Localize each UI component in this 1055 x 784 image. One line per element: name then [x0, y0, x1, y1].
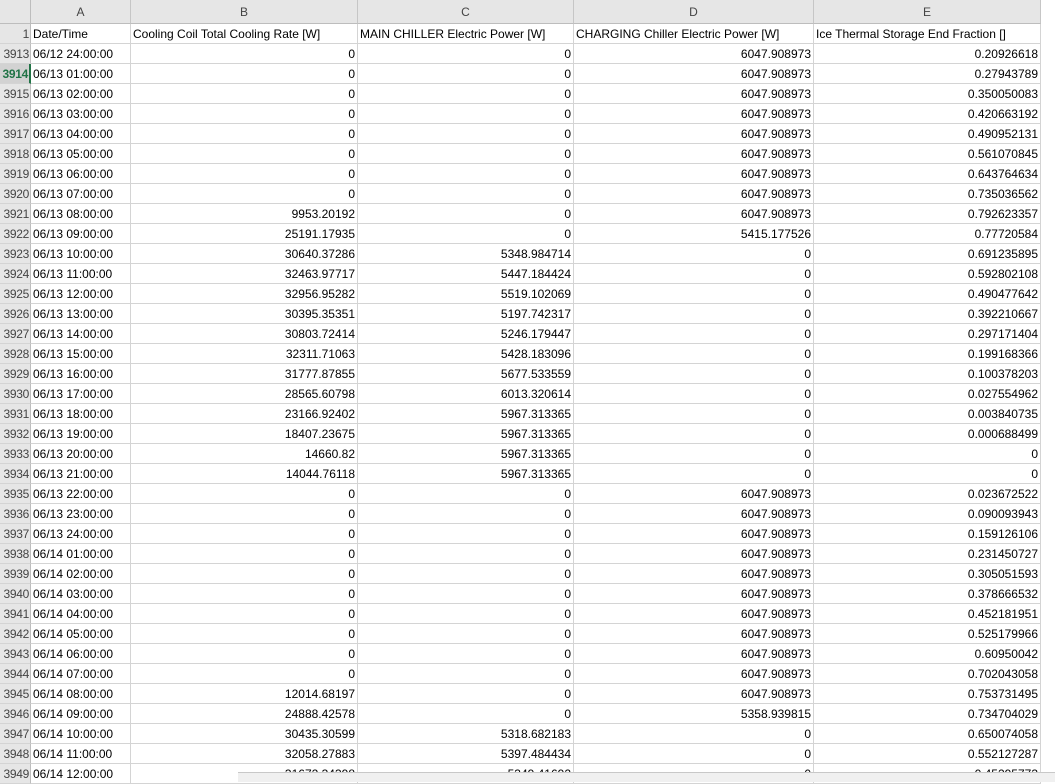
main-chiller-cell[interactable]: 0: [358, 644, 574, 664]
row-header[interactable]: 3917: [0, 124, 31, 144]
ice-fraction-cell[interactable]: 0.27943789: [814, 64, 1041, 84]
main-chiller-cell[interactable]: 0: [358, 184, 574, 204]
row-header[interactable]: 3916: [0, 104, 31, 124]
table-row: [0, 244, 1055, 264]
datetime-cell[interactable]: 06/14 11:00:00: [31, 744, 131, 764]
ice-fraction-cell[interactable]: 0.350050083: [814, 84, 1041, 104]
cooling-rate-cell[interactable]: 32058.27883: [131, 744, 358, 764]
table-row: [0, 304, 1055, 324]
datetime-cell[interactable]: 06/13 14:00:00: [31, 324, 131, 344]
row-header[interactable]: 3938: [0, 544, 31, 564]
charging-chiller-cell[interactable]: 5358.939815: [574, 704, 814, 724]
charging-chiller-cell[interactable]: 6047.908973: [574, 664, 814, 684]
charging-chiller-cell[interactable]: 0: [574, 384, 814, 404]
row-header[interactable]: 3928: [0, 344, 31, 364]
charging-chiller-cell[interactable]: 6047.908973: [574, 184, 814, 204]
cooling-rate-cell[interactable]: 0: [131, 664, 358, 684]
charging-chiller-cell[interactable]: 6047.908973: [574, 164, 814, 184]
cooling-rate-cell[interactable]: 0: [131, 584, 358, 604]
cooling-rate-cell[interactable]: 0: [131, 644, 358, 664]
cooling-rate-cell[interactable]: 28565.60798: [131, 384, 358, 404]
main-chiller-cell[interactable]: 0: [358, 44, 574, 64]
datetime-cell[interactable]: 06/14 07:00:00: [31, 664, 131, 684]
charging-chiller-cell[interactable]: 0: [574, 364, 814, 384]
main-chiller-cell[interactable]: 5348.984714: [358, 244, 574, 264]
row-header[interactable]: 3949: [0, 764, 31, 784]
cooling-rate-cell[interactable]: 32956.95282: [131, 284, 358, 304]
row-header[interactable]: 3936: [0, 504, 31, 524]
charging-chiller-cell[interactable]: 0: [574, 744, 814, 764]
ice-fraction-cell[interactable]: 0.77720584: [814, 224, 1041, 244]
datetime-cell[interactable]: 06/13 05:00:00: [31, 144, 131, 164]
main-chiller-cell[interactable]: 0: [358, 504, 574, 524]
data-rows: [0, 44, 1055, 784]
main-chiller-cell[interactable]: 0: [358, 584, 574, 604]
row-header[interactable]: 3924: [0, 264, 31, 284]
ice-fraction-cell[interactable]: 0.552127287: [814, 744, 1041, 764]
table-row: [0, 544, 1055, 564]
datetime-cell[interactable]: 06/13 04:00:00: [31, 124, 131, 144]
table-row: [0, 344, 1055, 364]
cooling-rate-cell[interactable]: 0: [131, 144, 358, 164]
cooling-rate-cell[interactable]: 18407.23675: [131, 424, 358, 444]
main-chiller-cell[interactable]: 0: [358, 664, 574, 684]
table-row: [0, 384, 1055, 404]
charging-chiller-cell[interactable]: 6047.908973: [574, 644, 814, 664]
row-header[interactable]: 3914: [0, 64, 31, 84]
main-chiller-cell[interactable]: 0: [358, 204, 574, 224]
charging-chiller-cell[interactable]: 6047.908973: [574, 624, 814, 644]
datetime-cell[interactable]: 06/14 01:00:00: [31, 544, 131, 564]
datetime-cell[interactable]: 06/14 08:00:00: [31, 684, 131, 704]
cooling-rate-cell[interactable]: 0: [131, 544, 358, 564]
charging-chiller-cell[interactable]: 0: [574, 444, 814, 464]
cooling-rate-cell[interactable]: 32463.97717: [131, 264, 358, 284]
datetime-cell[interactable]: 06/13 18:00:00: [31, 404, 131, 424]
datetime-cell[interactable]: 06/14 03:00:00: [31, 584, 131, 604]
cooling-rate-cell[interactable]: 0: [131, 484, 358, 504]
main-chiller-cell[interactable]: 0: [358, 704, 574, 724]
row-header[interactable]: 3940: [0, 584, 31, 604]
row-header[interactable]: 1: [0, 24, 31, 44]
row-header[interactable]: 3944: [0, 664, 31, 684]
datetime-cell[interactable]: 06/13 09:00:00: [31, 224, 131, 244]
table-header-row: [0, 24, 1055, 44]
row-header[interactable]: 3946: [0, 704, 31, 724]
main-chiller-cell[interactable]: 0: [358, 144, 574, 164]
ice-fraction-cell[interactable]: 0.561070845: [814, 144, 1041, 164]
ice-fraction-cell[interactable]: 0.792623357: [814, 204, 1041, 224]
cooling-rate-cell[interactable]: 25191.17935: [131, 224, 358, 244]
charging-chiller-cell[interactable]: 6047.908973: [574, 604, 814, 624]
cooling-rate-cell[interactable]: 12014.68197: [131, 684, 358, 704]
charging-chiller-cell[interactable]: 0: [574, 404, 814, 424]
table-row: [0, 184, 1055, 204]
row-header[interactable]: 3941: [0, 604, 31, 624]
select-all-corner[interactable]: [0, 0, 31, 24]
table-row: [0, 504, 1055, 524]
table-row: [0, 164, 1055, 184]
cooling-rate-cell[interactable]: 30640.37286: [131, 244, 358, 264]
cooling-rate-cell[interactable]: 0: [131, 44, 358, 64]
datetime-cell[interactable]: 06/13 08:00:00: [31, 204, 131, 224]
main-chiller-cell[interactable]: 0: [358, 624, 574, 644]
datetime-cell[interactable]: 06/14 05:00:00: [31, 624, 131, 644]
charging-chiller-cell[interactable]: 6047.908973: [574, 44, 814, 64]
main-chiller-cell[interactable]: 5967.313365: [358, 444, 574, 464]
datetime-cell[interactable]: 06/14 12:00:00: [31, 764, 131, 784]
datetime-cell[interactable]: 06/13 03:00:00: [31, 104, 131, 124]
main-chiller-cell[interactable]: 5967.313365: [358, 464, 574, 484]
main-chiller-cell[interactable]: 0: [358, 544, 574, 564]
table-row: [0, 624, 1055, 644]
table-row: [0, 484, 1055, 504]
cooling-rate-cell[interactable]: 14660.82: [131, 444, 358, 464]
cooling-rate-cell[interactable]: 0: [131, 124, 358, 144]
table-row: [0, 64, 1055, 84]
cooling-rate-cell[interactable]: 30803.72414: [131, 324, 358, 344]
charging-chiller-cell[interactable]: 6047.908973: [574, 104, 814, 124]
main-chiller-cell[interactable]: 0: [358, 224, 574, 244]
ice-fraction-cell[interactable]: 0.734704029: [814, 704, 1041, 724]
table-row: [0, 564, 1055, 584]
charging-chiller-cell[interactable]: 6047.908973: [574, 144, 814, 164]
datetime-cell[interactable]: 06/13 10:00:00: [31, 244, 131, 264]
ice-fraction-cell[interactable]: 0.420663192: [814, 104, 1041, 124]
row-header[interactable]: 3937: [0, 524, 31, 544]
main-chiller-cell[interactable]: 0: [358, 684, 574, 704]
charging-chiller-cell[interactable]: 6047.908973: [574, 544, 814, 564]
datetime-cell[interactable]: 06/13 23:00:00: [31, 504, 131, 524]
charging-chiller-cell[interactable]: 0: [574, 284, 814, 304]
main-chiller-cell[interactable]: 0: [358, 484, 574, 504]
row-header[interactable]: 3923: [0, 244, 31, 264]
table-row: [0, 284, 1055, 304]
ice-fraction-cell[interactable]: 0.525179966: [814, 624, 1041, 644]
table-row: [0, 644, 1055, 664]
charging-chiller-cell[interactable]: 6047.908973: [574, 124, 814, 144]
header-cell-main-chiller[interactable]: MAIN CHILLER Electric Power [W]: [358, 24, 574, 44]
table-row: [0, 584, 1055, 604]
table-row: [0, 224, 1055, 244]
charging-chiller-cell[interactable]: 0: [574, 724, 814, 744]
table-row: [0, 104, 1055, 124]
datetime-cell[interactable]: 06/12 24:00:00: [31, 44, 131, 64]
cooling-rate-cell[interactable]: 30395.35351: [131, 304, 358, 324]
ice-fraction-cell[interactable]: 0.20926618: [814, 44, 1041, 64]
datetime-cell[interactable]: 06/13 16:00:00: [31, 364, 131, 384]
main-chiller-cell[interactable]: 0: [358, 524, 574, 544]
table-row: [0, 524, 1055, 544]
ice-fraction-cell[interactable]: 0.159126106: [814, 524, 1041, 544]
charging-chiller-cell[interactable]: 6047.908973: [574, 504, 814, 524]
ice-fraction-cell[interactable]: 0.231450727: [814, 544, 1041, 564]
datetime-cell[interactable]: 06/13 07:00:00: [31, 184, 131, 204]
datetime-cell[interactable]: 06/13 15:00:00: [31, 344, 131, 364]
ice-fraction-cell[interactable]: 0.490477642: [814, 284, 1041, 304]
table-row: [0, 444, 1055, 464]
charging-chiller-cell[interactable]: 6047.908973: [574, 684, 814, 704]
cooling-rate-cell[interactable]: 23166.92402: [131, 404, 358, 424]
charging-chiller-cell[interactable]: 0: [574, 264, 814, 284]
column-header-row: [0, 0, 1055, 24]
charging-chiller-cell[interactable]: 6047.908973: [574, 84, 814, 104]
row-header[interactable]: 3921: [0, 204, 31, 224]
cooling-rate-cell[interactable]: 0: [131, 564, 358, 584]
cooling-rate-cell[interactable]: 0: [131, 604, 358, 624]
row-header[interactable]: 3935: [0, 484, 31, 504]
cooling-rate-cell[interactable]: 0: [131, 64, 358, 84]
ice-fraction-cell[interactable]: 0.023672522: [814, 484, 1041, 504]
cooling-rate-cell[interactable]: 31777.87855: [131, 364, 358, 384]
row-header[interactable]: 3948: [0, 744, 31, 764]
cooling-rate-cell[interactable]: 24888.42578: [131, 704, 358, 724]
datetime-cell[interactable]: 06/13 06:00:00: [31, 164, 131, 184]
table-row: [0, 204, 1055, 224]
datetime-cell[interactable]: 06/13 21:00:00: [31, 464, 131, 484]
ice-fraction-cell[interactable]: 0.735036562: [814, 184, 1041, 204]
datetime-cell[interactable]: 06/14 02:00:00: [31, 564, 131, 584]
main-chiller-cell[interactable]: 5397.484434: [358, 744, 574, 764]
cooling-rate-cell[interactable]: 0: [131, 104, 358, 124]
datetime-cell[interactable]: 06/13 20:00:00: [31, 444, 131, 464]
cooling-rate-cell[interactable]: 9953.20192: [131, 204, 358, 224]
table-row: [0, 144, 1055, 164]
ice-fraction-cell[interactable]: 0.702043058: [814, 664, 1041, 684]
row-header[interactable]: 3920: [0, 184, 31, 204]
charging-chiller-cell[interactable]: 6047.908973: [574, 484, 814, 504]
header-cell-datetime[interactable]: Date/Time: [31, 24, 131, 44]
table-row: [0, 44, 1055, 64]
row-header[interactable]: 3942: [0, 624, 31, 644]
datetime-cell[interactable]: 06/13 19:00:00: [31, 424, 131, 444]
column-header-b[interactable]: B: [131, 0, 358, 24]
row-header[interactable]: 3919: [0, 164, 31, 184]
table-row: [0, 364, 1055, 384]
ice-fraction-cell[interactable]: 0.643764634: [814, 164, 1041, 184]
ice-fraction-cell[interactable]: 0.60950042: [814, 644, 1041, 664]
header-cell-cooling-rate[interactable]: Cooling Coil Total Cooling Rate [W]: [131, 24, 358, 44]
cooling-rate-cell[interactable]: 0: [131, 84, 358, 104]
table-row: [0, 324, 1055, 344]
cooling-rate-cell[interactable]: 0: [131, 504, 358, 524]
column-header-c[interactable]: C: [358, 0, 574, 24]
main-chiller-cell[interactable]: 5197.742317: [358, 304, 574, 324]
table-row: [0, 424, 1055, 444]
ice-fraction-cell[interactable]: 0.027554962: [814, 384, 1041, 404]
charging-chiller-cell[interactable]: 6047.908973: [574, 584, 814, 604]
row-header[interactable]: 3934: [0, 464, 31, 484]
main-chiller-cell[interactable]: 5967.313365: [358, 424, 574, 444]
table-row: [0, 744, 1055, 764]
table-row: [0, 264, 1055, 284]
main-chiller-cell[interactable]: 5428.183096: [358, 344, 574, 364]
row-header[interactable]: 3929: [0, 364, 31, 384]
main-chiller-cell[interactable]: 0: [358, 164, 574, 184]
row-header[interactable]: 3927: [0, 324, 31, 344]
table-row: [0, 124, 1055, 144]
table-row: [0, 464, 1055, 484]
datetime-cell[interactable]: 06/13 24:00:00: [31, 524, 131, 544]
ice-fraction-cell[interactable]: 0.305051593: [814, 564, 1041, 584]
row-header[interactable]: 3945: [0, 684, 31, 704]
table-row: [0, 724, 1055, 744]
charging-chiller-cell[interactable]: 0: [574, 304, 814, 324]
table-row: [0, 84, 1055, 104]
row-header[interactable]: 3932: [0, 424, 31, 444]
main-chiller-cell[interactable]: 5519.102069: [358, 284, 574, 304]
row-header[interactable]: 3922: [0, 224, 31, 244]
row-header[interactable]: 3947: [0, 724, 31, 744]
ice-fraction-cell[interactable]: 0: [814, 464, 1041, 484]
ice-fraction-cell[interactable]: 0.490952131: [814, 124, 1041, 144]
charging-chiller-cell[interactable]: 0: [574, 344, 814, 364]
main-chiller-cell[interactable]: 5318.682183: [358, 724, 574, 744]
row-header[interactable]: 3918: [0, 144, 31, 164]
row-header[interactable]: 3933: [0, 444, 31, 464]
row-header[interactable]: 3930: [0, 384, 31, 404]
datetime-cell[interactable]: 06/14 04:00:00: [31, 604, 131, 624]
column-header-d[interactable]: D: [574, 0, 814, 24]
charging-chiller-cell[interactable]: 6047.908973: [574, 564, 814, 584]
table-row: [0, 404, 1055, 424]
cooling-rate-cell[interactable]: 0: [131, 624, 358, 644]
table-row: [0, 604, 1055, 624]
datetime-cell[interactable]: 06/14 09:00:00: [31, 704, 131, 724]
datetime-cell[interactable]: 06/13 11:00:00: [31, 264, 131, 284]
table-row: [0, 704, 1055, 724]
main-chiller-cell[interactable]: 0: [358, 104, 574, 124]
table-row: [0, 684, 1055, 704]
main-chiller-cell[interactable]: 5677.533559: [358, 364, 574, 384]
ice-fraction-cell[interactable]: 0.592802108: [814, 264, 1041, 284]
main-chiller-cell[interactable]: 0: [358, 604, 574, 624]
datetime-cell[interactable]: 06/13 22:00:00: [31, 484, 131, 504]
ice-fraction-cell[interactable]: 0.090093943: [814, 504, 1041, 524]
ice-fraction-cell[interactable]: 0.753731495: [814, 684, 1041, 704]
datetime-cell[interactable]: 06/13 17:00:00: [31, 384, 131, 404]
main-chiller-cell[interactable]: 0: [358, 84, 574, 104]
ice-fraction-cell[interactable]: 0.691235895: [814, 244, 1041, 264]
datetime-cell[interactable]: 06/14 06:00:00: [31, 644, 131, 664]
charging-chiller-cell[interactable]: 6047.908973: [574, 64, 814, 84]
row-header[interactable]: 3939: [0, 564, 31, 584]
row-header[interactable]: 3915: [0, 84, 31, 104]
charging-chiller-cell[interactable]: 0: [574, 244, 814, 264]
header-cell-charging-chiller[interactable]: CHARGING Chiller Electric Power [W]: [574, 24, 814, 44]
ice-fraction-cell[interactable]: 0.297171404: [814, 324, 1041, 344]
row-header[interactable]: 3943: [0, 644, 31, 664]
main-chiller-cell[interactable]: 6013.320614: [358, 384, 574, 404]
ice-fraction-cell[interactable]: 0.452181951: [814, 604, 1041, 624]
main-chiller-cell[interactable]: 0: [358, 64, 574, 84]
ice-fraction-cell[interactable]: 0.650074058: [814, 724, 1041, 744]
cooling-rate-cell[interactable]: 30435.30599: [131, 724, 358, 744]
datetime-cell[interactable]: 06/14 10:00:00: [31, 724, 131, 744]
ice-fraction-cell[interactable]: 0.199168366: [814, 344, 1041, 364]
charging-chiller-cell[interactable]: 0: [574, 464, 814, 484]
ice-fraction-cell[interactable]: 0.378666532: [814, 584, 1041, 604]
ice-fraction-cell[interactable]: 0.392210667: [814, 304, 1041, 324]
cooling-rate-cell[interactable]: 0: [131, 164, 358, 184]
main-chiller-cell[interactable]: 5246.179447: [358, 324, 574, 344]
row-header[interactable]: 3925: [0, 284, 31, 304]
datetime-cell[interactable]: 06/13 12:00:00: [31, 284, 131, 304]
ice-fraction-cell[interactable]: 0.000688499: [814, 424, 1041, 444]
ice-fraction-cell[interactable]: 0.100378203: [814, 364, 1041, 384]
ice-fraction-cell[interactable]: 0: [814, 444, 1041, 464]
cooling-rate-cell[interactable]: 14044.76118: [131, 464, 358, 484]
main-chiller-cell[interactable]: 0: [358, 564, 574, 584]
charging-chiller-cell[interactable]: 6047.908973: [574, 204, 814, 224]
charging-chiller-cell[interactable]: 6047.908973: [574, 524, 814, 544]
charging-chiller-cell[interactable]: 0: [574, 424, 814, 444]
cooling-rate-cell[interactable]: 0: [131, 524, 358, 544]
main-chiller-cell[interactable]: 5447.184424: [358, 264, 574, 284]
column-header-e[interactable]: E: [814, 0, 1041, 24]
datetime-cell[interactable]: 06/13 02:00:00: [31, 84, 131, 104]
main-chiller-cell[interactable]: 0: [358, 124, 574, 144]
cooling-rate-cell[interactable]: 0: [131, 184, 358, 204]
charging-chiller-cell[interactable]: 0: [574, 324, 814, 344]
cooling-rate-cell[interactable]: 32311.71063: [131, 344, 358, 364]
row-header[interactable]: 3913: [0, 44, 31, 64]
main-chiller-cell[interactable]: 5967.313365: [358, 404, 574, 424]
charging-chiller-cell[interactable]: 5415.177526: [574, 224, 814, 244]
header-cell-ice-fraction[interactable]: Ice Thermal Storage End Fraction []: [814, 24, 1041, 44]
row-header[interactable]: 3931: [0, 404, 31, 424]
row-header[interactable]: 3926: [0, 304, 31, 324]
datetime-cell[interactable]: 06/13 13:00:00: [31, 304, 131, 324]
ice-fraction-cell[interactable]: 0.003840735: [814, 404, 1041, 424]
datetime-cell[interactable]: 06/13 01:00:00: [31, 64, 131, 84]
table-row: [0, 664, 1055, 684]
column-header-a[interactable]: A: [31, 0, 131, 24]
